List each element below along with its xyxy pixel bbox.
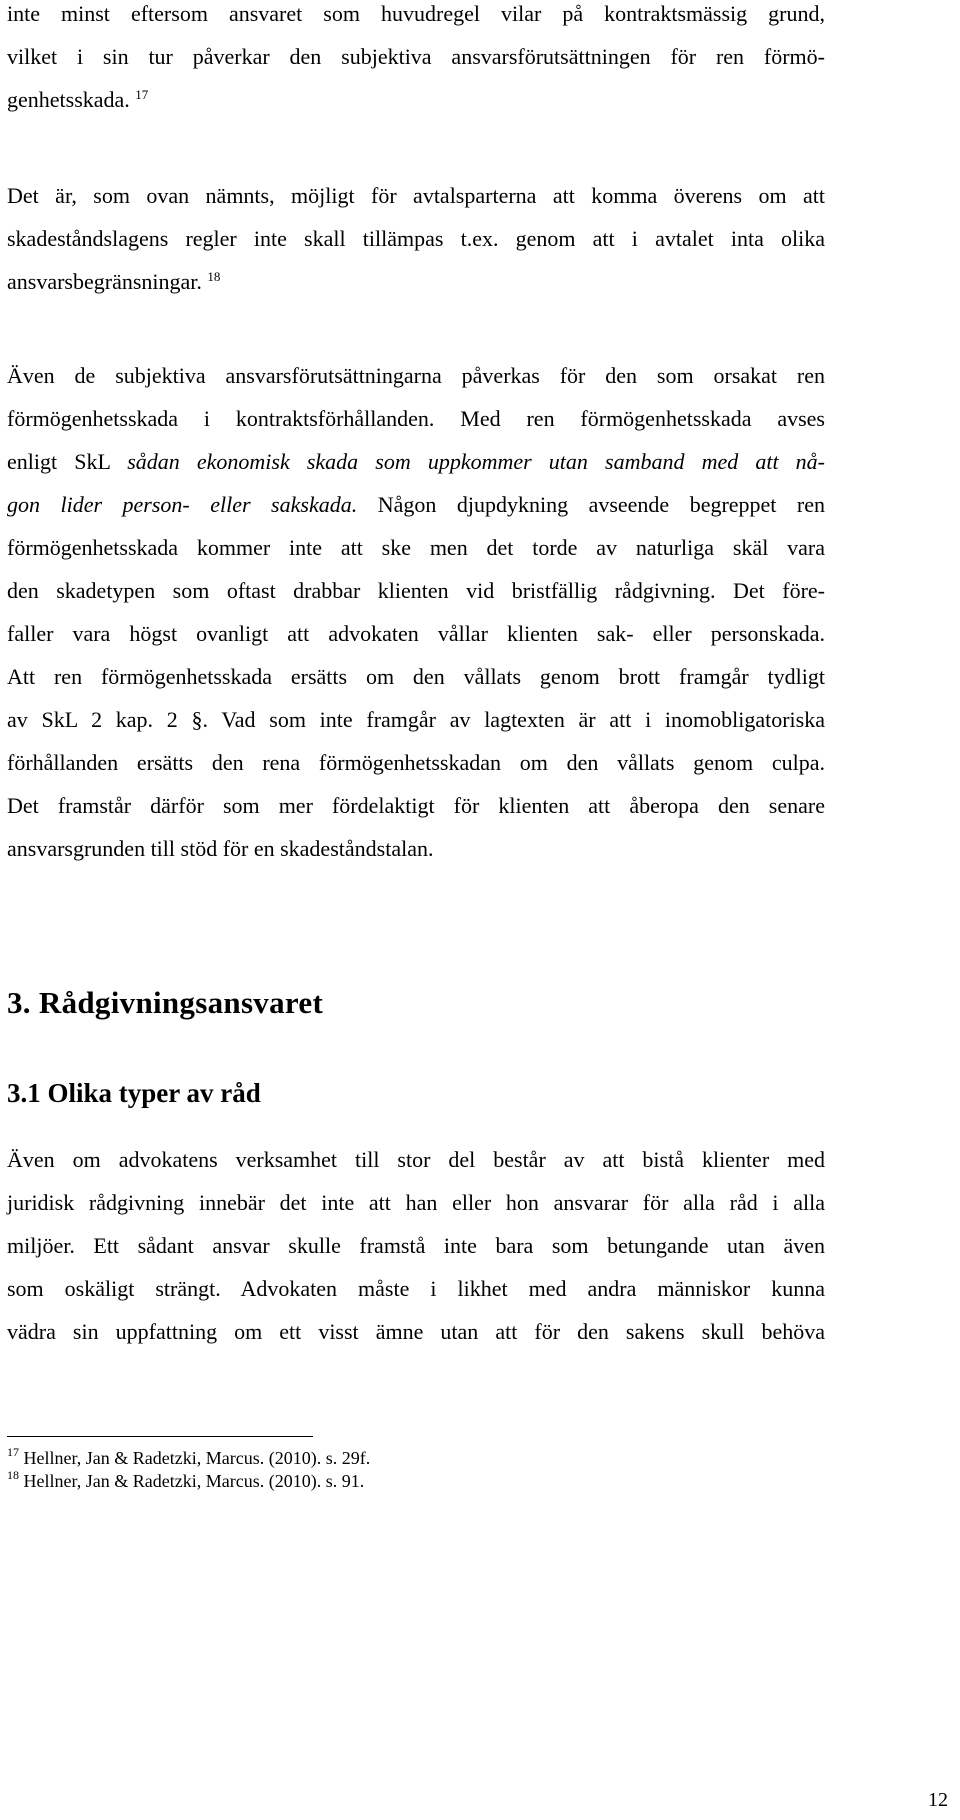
paragraph-line xyxy=(7,78,825,121)
paragraph-text: genhetsskada. xyxy=(7,87,130,112)
section-heading: 3. Rådgivningsansvaret xyxy=(7,985,324,1020)
subsection-heading: 3.1 Olika typer av råd xyxy=(7,1078,261,1108)
paragraph-text: Någon djupdykning avseende begreppet ren xyxy=(357,492,826,517)
paragraph-line: av SkL 2 kap. 2 §. Vad som inte framgår av lagtexten är att i inomobligatoriska xyxy=(7,707,825,732)
paragraph-line: inte minst eftersom ansvaret som huvudregel vilar på kontraktsmässig grund, xyxy=(7,1,825,26)
paragraph-line: Även om advokatens verksamhet till stor del består av att bistå klienter med xyxy=(7,1147,825,1172)
footnote-18 xyxy=(7,1470,364,1492)
paragraph-line: Det framstår därför som mer fördelaktigt för klienten att åberopa den senare xyxy=(7,793,825,818)
paragraph-line xyxy=(7,440,825,483)
paragraph-line: vilket i sin tur påverkar den subjektiva ansvarsförutsättningen för ren förmö- xyxy=(7,44,825,69)
paragraph-line: faller vara högst ovanligt att advokaten vållar klienten sak- eller personskada. xyxy=(7,621,825,646)
paragraph-line xyxy=(7,260,825,303)
page-number: 12 xyxy=(928,1789,948,1811)
paragraph-text: enligt SkL xyxy=(7,449,128,474)
paragraph-line: Även de subjektiva ansvarsförutsättningarna påverkas för den som orsakat ren xyxy=(7,363,825,388)
paragraph-line: förhållanden ersätts den rena förmögenhetsskadan om den vållats genom culpa. xyxy=(7,750,825,775)
footnote-text: Hellner, Jan & Radetzki, Marcus. (2010). s. 91. xyxy=(23,1471,365,1491)
paragraph-line: miljöer. Ett sådant ansvar skulle framstå inte bara som betungande utan även xyxy=(7,1233,825,1258)
paragraph-line: Det är, som ovan nämnts, möjligt för avtalsparterna att komma överens om att xyxy=(7,183,825,208)
paragraph-line: juridisk rådgivning innebär det inte att han eller hon ansvarar för alla råd i alla xyxy=(7,1190,825,1215)
paragraph-1 xyxy=(7,0,825,121)
footnote-ref: 17 xyxy=(135,87,149,102)
paragraph-line: den skadetypen som oftast drabbar klienten vid bristfällig rådgivning. Det före- xyxy=(7,578,825,603)
footnote-separator xyxy=(7,1436,313,1437)
footnote-ref: 18 xyxy=(207,269,221,284)
footnote-text: Hellner, Jan & Radetzki, Marcus. (2010). s. 29f. xyxy=(23,1448,371,1468)
paragraph-line: skadeståndslagens regler inte skall tillämpas t.ex. genom att i avtalet inta olika xyxy=(7,226,825,251)
paragraph-line: Att ren förmögenhetsskada ersätts om den vållats genom brott framgår tydligt xyxy=(7,664,825,689)
paragraph-line: vädra sin uppfattning om ett visst ämne utan att för den sakens skull behöva xyxy=(7,1319,825,1344)
paragraph-line: ansvarsgrunden till stöd för en skadeståndstalan. xyxy=(7,836,434,861)
paragraph-2 xyxy=(7,174,825,303)
paragraph-line xyxy=(7,483,825,526)
paragraph-line: förmögenhetsskada kommer inte att ske men det torde av naturliga skäl vara xyxy=(7,535,825,560)
italic-definition: gon lider person- eller sakskada. xyxy=(7,492,358,517)
italic-definition: sådan ekonomisk skada som uppkommer utan samband med att nå- xyxy=(127,449,825,474)
paragraph-4 xyxy=(7,1138,825,1353)
paragraph-text: ansvarsbegränsningar. xyxy=(7,269,202,294)
footnote-number: 18 xyxy=(7,1468,19,1482)
footnote-17 xyxy=(7,1447,370,1469)
paragraph-line: som oskäligt strängt. Advokaten måste i likhet med andra människor kunna xyxy=(7,1276,825,1301)
paragraph-line: förmögenhetsskada i kontraktsförhållanden. Med ren förmögenhetsskada avses xyxy=(7,406,825,431)
footnote-number: 17 xyxy=(7,1445,19,1459)
paragraph-3 xyxy=(7,354,825,870)
